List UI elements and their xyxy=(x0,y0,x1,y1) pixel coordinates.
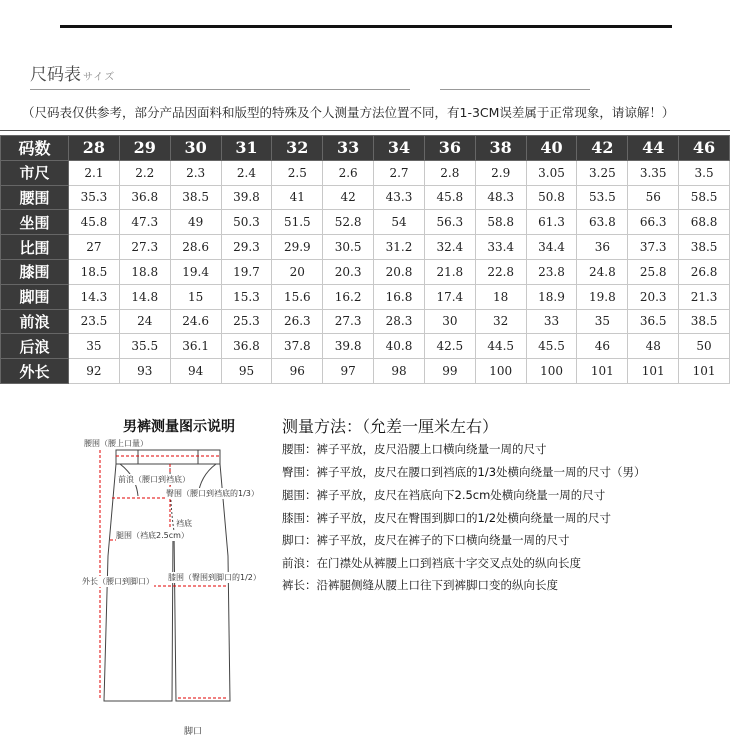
row-label-cell: 比围 xyxy=(1,235,69,260)
header-label-cell: 码数 xyxy=(1,136,69,161)
row-label-cell: 前浪 xyxy=(1,309,69,334)
table-cell: 36.5 xyxy=(628,309,679,334)
table-cell: 45.5 xyxy=(526,334,577,359)
table-cell: 101 xyxy=(577,359,628,384)
table-cell: 25.3 xyxy=(221,309,272,334)
table-cell: 38.5 xyxy=(170,185,221,210)
table-cell: 18 xyxy=(475,284,526,309)
size-header-cell: 46 xyxy=(679,136,730,161)
table-cell: 25.8 xyxy=(628,259,679,284)
table-cell: 2.3 xyxy=(170,160,221,185)
table-cell: 18.9 xyxy=(526,284,577,309)
label-hem: 脚口 xyxy=(184,724,202,737)
size-header-cell: 40 xyxy=(526,136,577,161)
table-cell: 15.6 xyxy=(272,284,323,309)
table-cell: 16.2 xyxy=(323,284,374,309)
row-label-cell: 腰围 xyxy=(1,185,69,210)
table-cell: 50 xyxy=(679,334,730,359)
table-cell: 68.8 xyxy=(679,210,730,235)
table-cell: 26.3 xyxy=(272,309,323,334)
size-header-cell: 38 xyxy=(475,136,526,161)
table-cell: 101 xyxy=(628,359,679,384)
table-cell: 21.8 xyxy=(424,259,475,284)
table-cell: 45.8 xyxy=(424,185,475,210)
size-header-cell: 31 xyxy=(221,136,272,161)
table-cell: 38.5 xyxy=(679,235,730,260)
table-cell: 23.5 xyxy=(69,309,120,334)
size-header-cell: 32 xyxy=(272,136,323,161)
table-cell: 46 xyxy=(577,334,628,359)
method-item: 裤长：沿裤腿侧缝从腰上口往下到裤脚口变的纵向长度 xyxy=(282,578,558,592)
method-title: 测量方法：（允差一厘米左右） xyxy=(282,417,499,436)
table-cell: 101 xyxy=(679,359,730,384)
table-cell: 24 xyxy=(119,309,170,334)
row-label-cell: 后浪 xyxy=(1,334,69,359)
table-cell: 94 xyxy=(170,359,221,384)
table-cell: 96 xyxy=(272,359,323,384)
table-cell: 30.5 xyxy=(323,235,374,260)
method-item: 脚口：裤子平放，皮尺在裤子的下口横向绕量一周的尺寸 xyxy=(282,533,570,547)
table-cell: 3.5 xyxy=(679,160,730,185)
table-row xyxy=(1,185,730,210)
label-front-rise: 前浪（腰口到裆底） xyxy=(118,475,190,484)
table-cell: 20.8 xyxy=(374,259,425,284)
label-knee: 膝围（臀围到脚口的1/2） xyxy=(168,573,261,582)
table-row xyxy=(1,359,730,384)
table-cell: 33.4 xyxy=(475,235,526,260)
size-table xyxy=(0,135,730,384)
pants-waistband xyxy=(116,450,220,464)
table-cell: 36.1 xyxy=(170,334,221,359)
table-cell: 35.5 xyxy=(119,334,170,359)
size-header-cell: 29 xyxy=(119,136,170,161)
diagram-title: 男裤测量图示说明 xyxy=(123,419,235,435)
note-divider xyxy=(0,130,730,131)
method-item: 臀围：裤子平放，皮尺在腰口到裆底的1/3处横向绕量一周的尺寸（男） xyxy=(282,465,646,479)
table-cell: 3.25 xyxy=(577,160,628,185)
table-cell: 51.5 xyxy=(272,210,323,235)
table-cell: 2.2 xyxy=(119,160,170,185)
page-title xyxy=(30,60,115,85)
table-cell: 37.8 xyxy=(272,334,323,359)
top-divider xyxy=(60,25,672,28)
page-title-sub: サイズ xyxy=(83,72,116,83)
table-cell: 95 xyxy=(221,359,272,384)
table-cell: 21.3 xyxy=(679,284,730,309)
page-title-text: 尺码表 xyxy=(30,65,81,85)
table-cell: 38.5 xyxy=(679,309,730,334)
table-cell: 37.3 xyxy=(628,235,679,260)
table-cell: 54 xyxy=(374,210,425,235)
table-cell: 39.8 xyxy=(323,334,374,359)
table-cell: 48 xyxy=(628,334,679,359)
table-cell: 99 xyxy=(424,359,475,384)
label-waist: 腰围（腰上口量） xyxy=(84,439,148,448)
size-header-cell: 42 xyxy=(577,136,628,161)
table-cell: 31.2 xyxy=(374,235,425,260)
table-cell: 52.8 xyxy=(323,210,374,235)
table-cell: 17.4 xyxy=(424,284,475,309)
size-header-cell: 28 xyxy=(69,136,120,161)
table-row xyxy=(1,284,730,309)
table-cell: 22.8 xyxy=(475,259,526,284)
size-note: （尺码表仅供参考，部分产品因面料和版型的特殊及个人测量方法位置不同，有1-3CM误差属于正常现象，请谅解！） xyxy=(22,105,675,120)
table-cell: 2.7 xyxy=(374,160,425,185)
table-row xyxy=(1,309,730,334)
table-cell: 43.3 xyxy=(374,185,425,210)
table-cell: 3.05 xyxy=(526,160,577,185)
table-cell: 36 xyxy=(577,235,628,260)
table-cell: 36.8 xyxy=(119,185,170,210)
table-cell: 33 xyxy=(526,309,577,334)
table-cell: 39.8 xyxy=(221,185,272,210)
table-cell: 35 xyxy=(69,334,120,359)
table-cell: 27.3 xyxy=(119,235,170,260)
table-cell: 93 xyxy=(119,359,170,384)
table-cell: 28.3 xyxy=(374,309,425,334)
table-cell: 2.1 xyxy=(69,160,120,185)
table-cell: 35 xyxy=(577,309,628,334)
table-cell: 32 xyxy=(475,309,526,334)
table-cell: 97 xyxy=(323,359,374,384)
table-cell: 98 xyxy=(374,359,425,384)
table-cell: 44.5 xyxy=(475,334,526,359)
label-thigh: 腿围（裆底2.5cm） xyxy=(116,531,189,540)
table-cell: 48.3 xyxy=(475,185,526,210)
table-cell: 20.3 xyxy=(628,284,679,309)
table-cell: 61.3 xyxy=(526,210,577,235)
size-header-cell: 34 xyxy=(374,136,425,161)
size-header-cell: 44 xyxy=(628,136,679,161)
table-cell: 100 xyxy=(475,359,526,384)
table-cell: 28.6 xyxy=(170,235,221,260)
method-item: 前浪：在门襟处从裤腰上口到裆底十字交叉点处的纵向长度 xyxy=(282,556,581,570)
table-cell: 27.3 xyxy=(323,309,374,334)
table-cell: 53.5 xyxy=(577,185,628,210)
table-cell: 29.9 xyxy=(272,235,323,260)
table-cell: 2.6 xyxy=(323,160,374,185)
row-label-cell: 坐围 xyxy=(1,210,69,235)
table-cell: 18.8 xyxy=(119,259,170,284)
decorative-line xyxy=(440,89,590,90)
table-cell: 15.3 xyxy=(221,284,272,309)
table-cell: 50.8 xyxy=(526,185,577,210)
table-cell: 47.3 xyxy=(119,210,170,235)
table-cell: 20.3 xyxy=(323,259,374,284)
table-row xyxy=(1,334,730,359)
table-cell: 50.3 xyxy=(221,210,272,235)
table-cell: 42.5 xyxy=(424,334,475,359)
table-row xyxy=(1,160,730,185)
table-cell: 30 xyxy=(424,309,475,334)
table-cell: 58.8 xyxy=(475,210,526,235)
table-cell: 49 xyxy=(170,210,221,235)
table-cell: 42 xyxy=(323,185,374,210)
table-cell: 41 xyxy=(272,185,323,210)
table-cell: 24.8 xyxy=(577,259,628,284)
table-header-row xyxy=(1,136,730,161)
table-cell: 2.8 xyxy=(424,160,475,185)
table-cell: 36.8 xyxy=(221,334,272,359)
table-cell: 14.3 xyxy=(69,284,120,309)
table-cell: 18.5 xyxy=(69,259,120,284)
table-cell: 63.8 xyxy=(577,210,628,235)
table-cell: 56.3 xyxy=(424,210,475,235)
decorative-line xyxy=(30,89,410,90)
table-cell: 14.8 xyxy=(119,284,170,309)
table-cell: 19.8 xyxy=(577,284,628,309)
size-header-cell: 33 xyxy=(323,136,374,161)
table-cell: 19.4 xyxy=(170,259,221,284)
row-label-cell: 外长 xyxy=(1,359,69,384)
row-label-cell: 市尺 xyxy=(1,160,69,185)
table-cell: 19.7 xyxy=(221,259,272,284)
table-cell: 15 xyxy=(170,284,221,309)
table-cell: 40.8 xyxy=(374,334,425,359)
table-cell: 32.4 xyxy=(424,235,475,260)
label-hip: 臀围（腰口到裆底的1/3） xyxy=(166,489,259,498)
table-cell: 92 xyxy=(69,359,120,384)
table-cell: 2.5 xyxy=(272,160,323,185)
size-header-cell: 30 xyxy=(170,136,221,161)
method-item: 膝围：裤子平放，皮尺在臀围到脚口的1/2处横向绕量一周的尺寸 xyxy=(282,511,612,525)
table-cell: 56 xyxy=(628,185,679,210)
table-cell: 16.8 xyxy=(374,284,425,309)
table-cell: 23.8 xyxy=(526,259,577,284)
size-header-cell: 36 xyxy=(424,136,475,161)
table-cell: 2.9 xyxy=(475,160,526,185)
row-label-cell: 膝围 xyxy=(1,259,69,284)
table-cell: 2.4 xyxy=(221,160,272,185)
table-row xyxy=(1,210,730,235)
table-cell: 29.3 xyxy=(221,235,272,260)
table-cell: 58.5 xyxy=(679,185,730,210)
table-cell: 27 xyxy=(69,235,120,260)
method-item: 腿围：裤子平放，皮尺在裆底向下2.5cm处横向绕量一周的尺寸 xyxy=(282,488,606,502)
table-cell: 20 xyxy=(272,259,323,284)
table-cell: 26.8 xyxy=(679,259,730,284)
label-outseam: 外长（腰口到脚口） xyxy=(82,577,154,586)
label-crotch: 裆底 xyxy=(176,519,192,528)
row-label-cell: 脚围 xyxy=(1,284,69,309)
table-cell: 35.3 xyxy=(69,185,120,210)
table-cell: 45.8 xyxy=(69,210,120,235)
table-cell: 34.4 xyxy=(526,235,577,260)
table-cell: 66.3 xyxy=(628,210,679,235)
table-cell: 100 xyxy=(526,359,577,384)
table-cell: 24.6 xyxy=(170,309,221,334)
table-cell: 3.35 xyxy=(628,160,679,185)
table-row xyxy=(1,259,730,284)
table-row xyxy=(1,235,730,260)
method-item: 腰围：裤子平放，皮尺沿腰上口横向绕量一周的尺寸 xyxy=(282,442,547,456)
